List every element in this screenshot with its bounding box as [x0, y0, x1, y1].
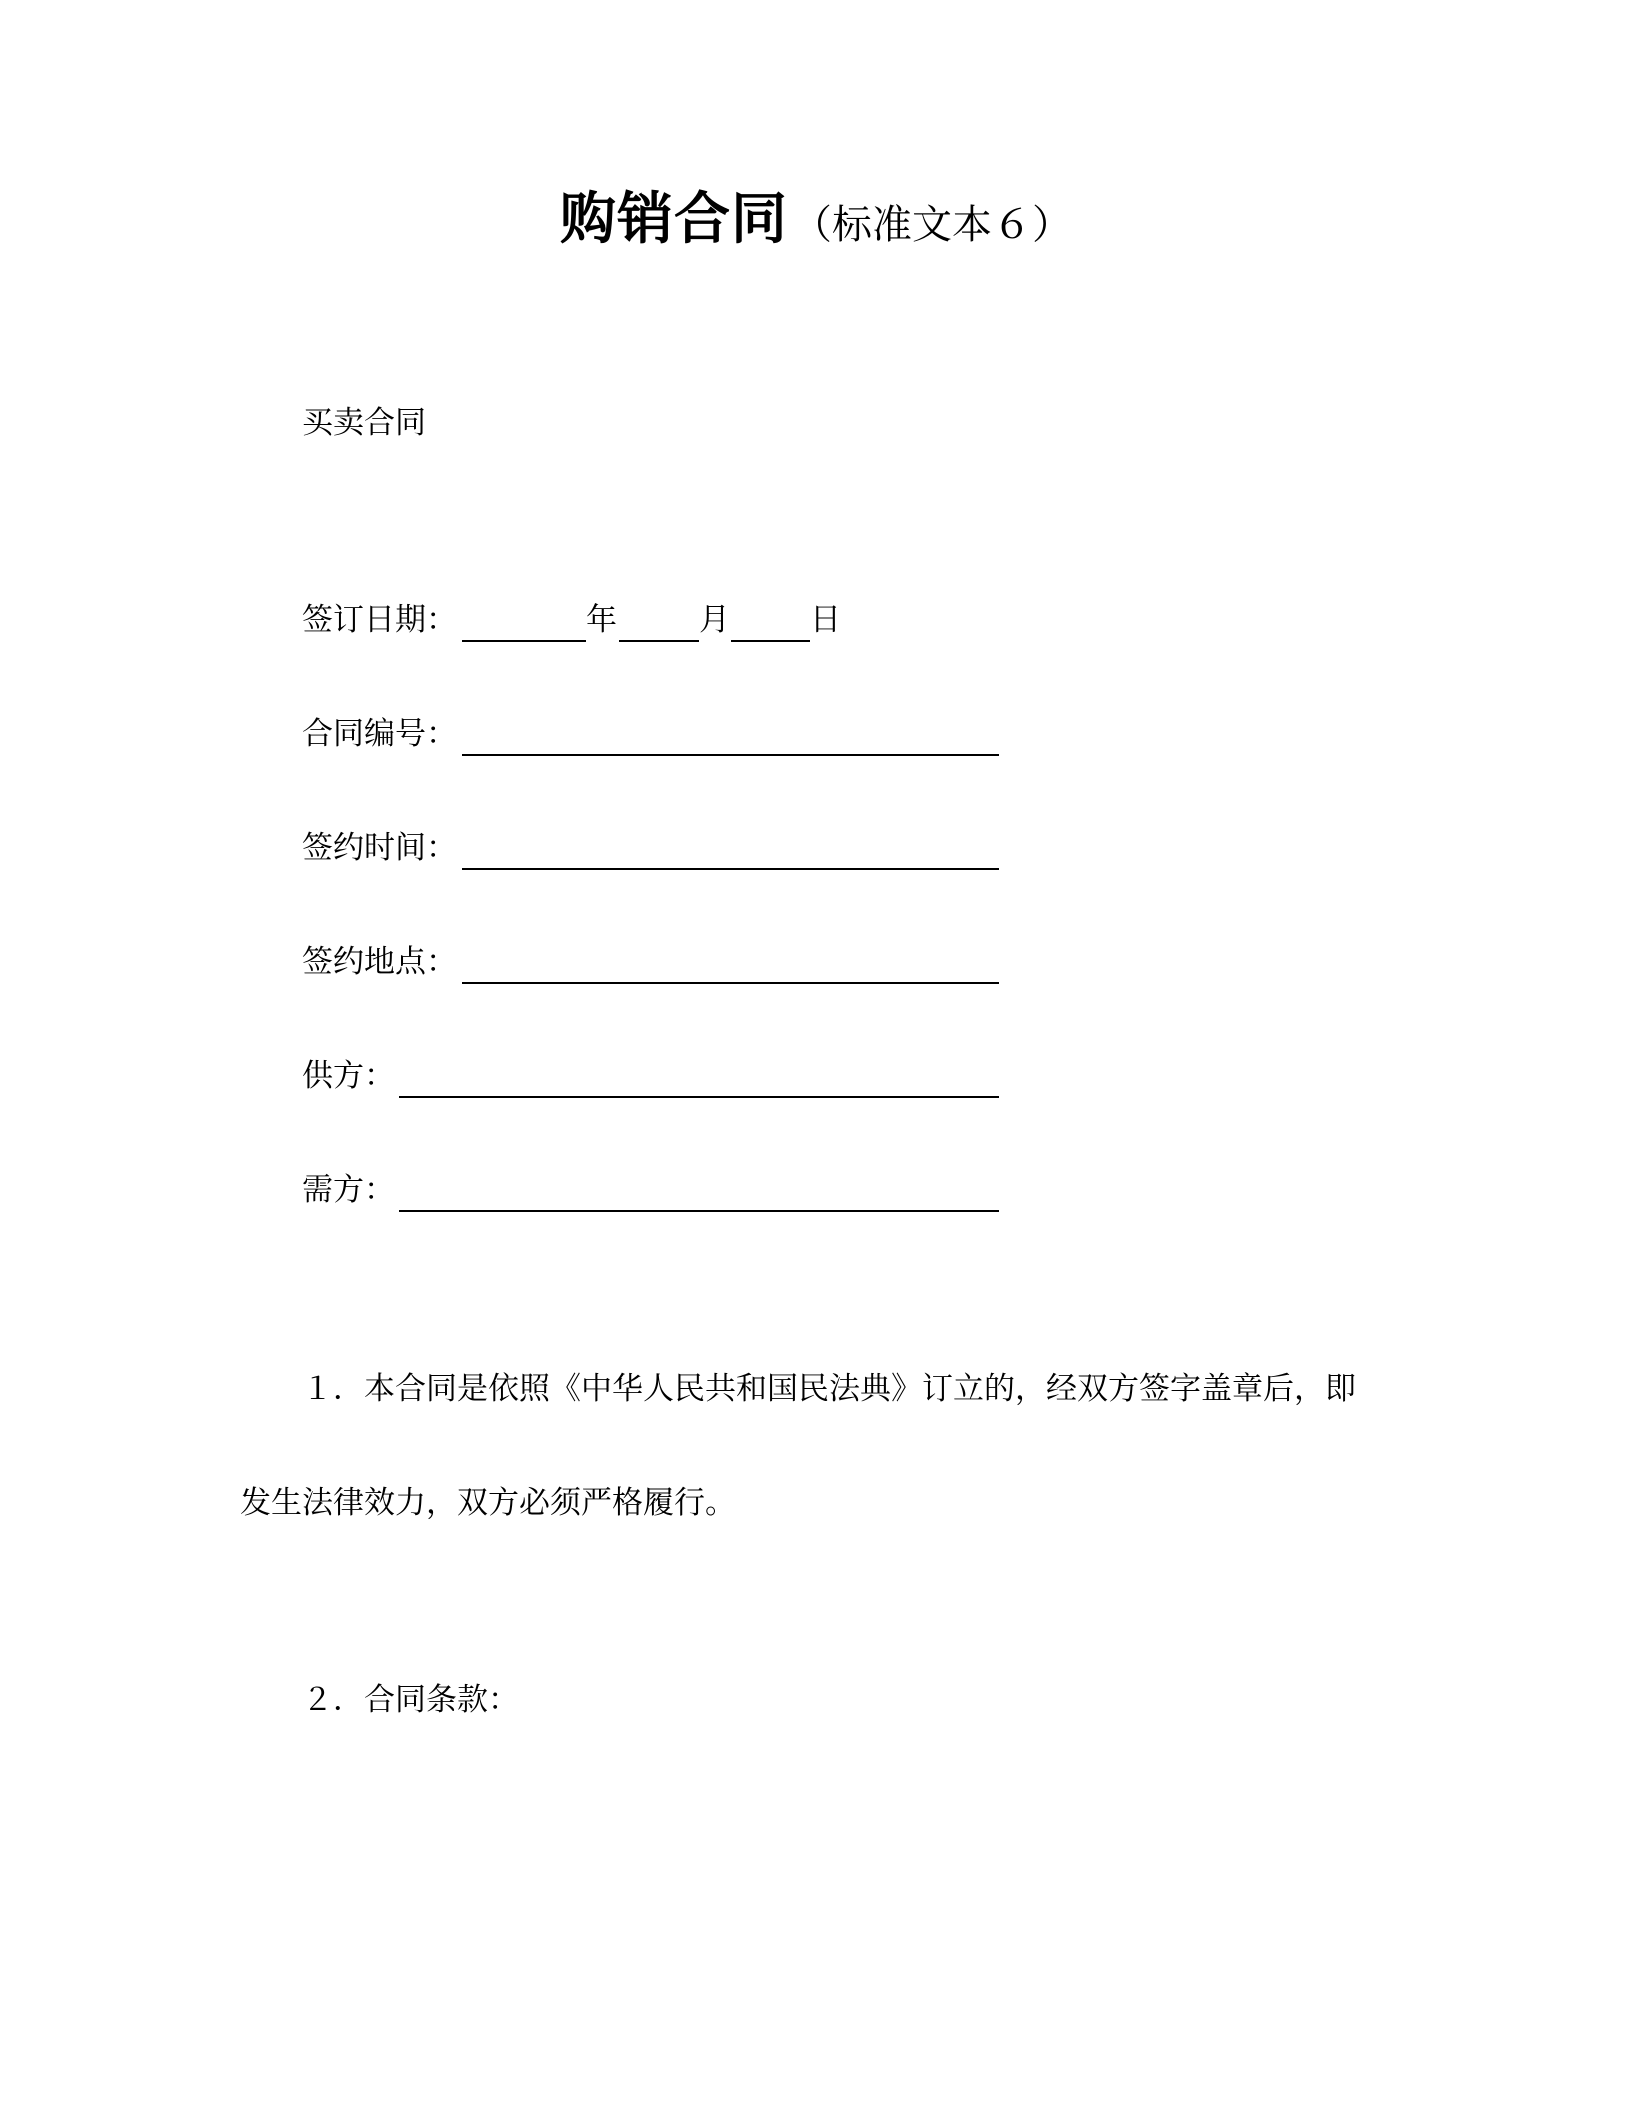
signing-place-blank-line[interactable] — [462, 982, 999, 984]
supplier-label: 供方： — [302, 1058, 395, 1094]
contract-number-label: 合同编号： — [302, 716, 457, 752]
month-blank-line[interactable] — [619, 640, 699, 642]
clause-2-heading: ２．合同条款： — [302, 1682, 519, 1718]
contract-number-blank-line[interactable] — [462, 754, 999, 756]
clause-1-line-2: 发生法律效力，双方必须严格履行。 — [240, 1485, 736, 1521]
day-label: 日 — [810, 602, 841, 638]
signing-place-label: 签约地点： — [302, 944, 457, 980]
buyer-label: 需方： — [302, 1172, 395, 1208]
year-blank-line[interactable] — [462, 640, 586, 642]
signing-time-blank-line[interactable] — [462, 868, 999, 870]
year-label: 年 — [586, 602, 617, 638]
title-main: 购销合同 — [560, 187, 788, 252]
contract-subtitle: 买卖合同 — [302, 405, 426, 441]
buyer-blank-line[interactable] — [399, 1210, 999, 1212]
clause-1-line-1: １．本合同是依照《中华人民共和国民法典》订立的，经双方签字盖章后，即 — [302, 1371, 1356, 1407]
day-blank-line[interactable] — [731, 640, 810, 642]
title-sub: （标准文本６） — [792, 202, 1072, 248]
signing-time-label: 签约时间： — [302, 830, 457, 866]
document-title — [0, 187, 1632, 252]
month-label: 月 — [699, 602, 730, 638]
supplier-blank-line[interactable] — [399, 1096, 999, 1098]
signing-date-label: 签订日期： — [302, 602, 457, 638]
